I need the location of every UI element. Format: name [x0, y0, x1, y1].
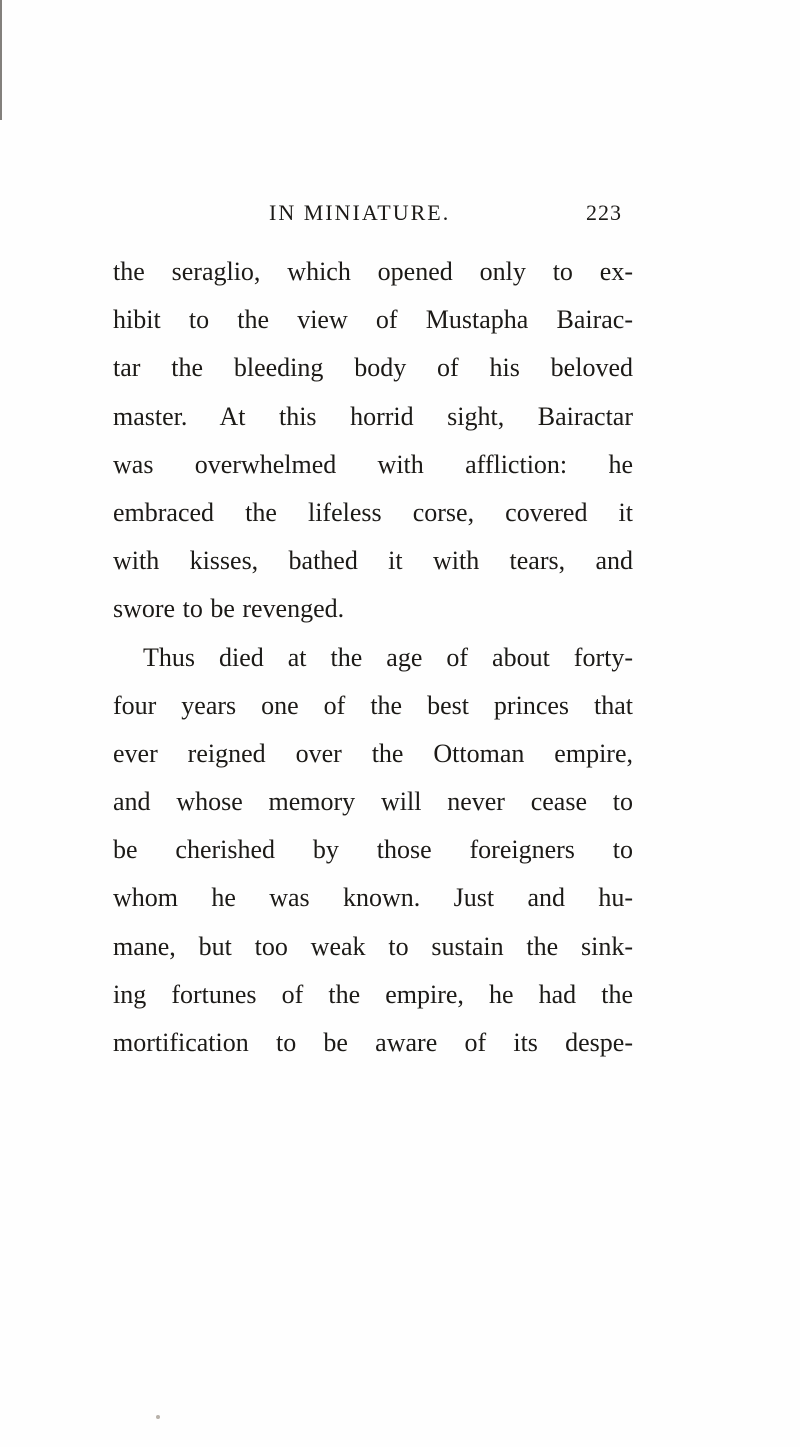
paper-speck — [156, 1415, 160, 1419]
body-text — [113, 252, 633, 1071]
text-line: mortification to be aware of its despe- — [113, 1028, 633, 1057]
text-line: hibit to the view of Mustapha Bairac- — [113, 305, 633, 335]
text-line: and whose memory will never cease to — [113, 787, 633, 817]
text-line: with kisses, bathed it with tears, and — [113, 546, 633, 576]
page-edge-mark — [0, 0, 2, 120]
text-line: the seraglio, which opened only to ex- — [113, 257, 633, 286]
text-line: swore to be revenged. — [113, 594, 345, 624]
text-line: ever reigned over the Ottoman empire, — [113, 738, 633, 768]
text-line: ing fortunes of the empire, he had the — [113, 979, 633, 1009]
text-line: whom he was known. Just and hu- — [113, 883, 633, 913]
text-line: be cherished by those foreigners to — [113, 835, 633, 865]
running-head-title: IN MINIATURE. — [269, 200, 451, 225]
running-head — [0, 199, 800, 231]
paragraph-start-line: Thus died at the age of about forty- — [143, 642, 633, 672]
text-line: embraced the lifeless corse, covered it — [113, 497, 633, 527]
page-number: 223 — [586, 200, 622, 225]
text-line: mane, but too weak to sustain the sink- — [113, 931, 633, 961]
text-line: tar the bleeding body of his beloved — [113, 353, 633, 383]
text-line: four years one of the best princes that — [113, 690, 633, 720]
text-line: master. At this horrid sight, Bairactar — [113, 401, 633, 431]
text-line: was overwhelmed with affliction: he — [113, 449, 633, 479]
